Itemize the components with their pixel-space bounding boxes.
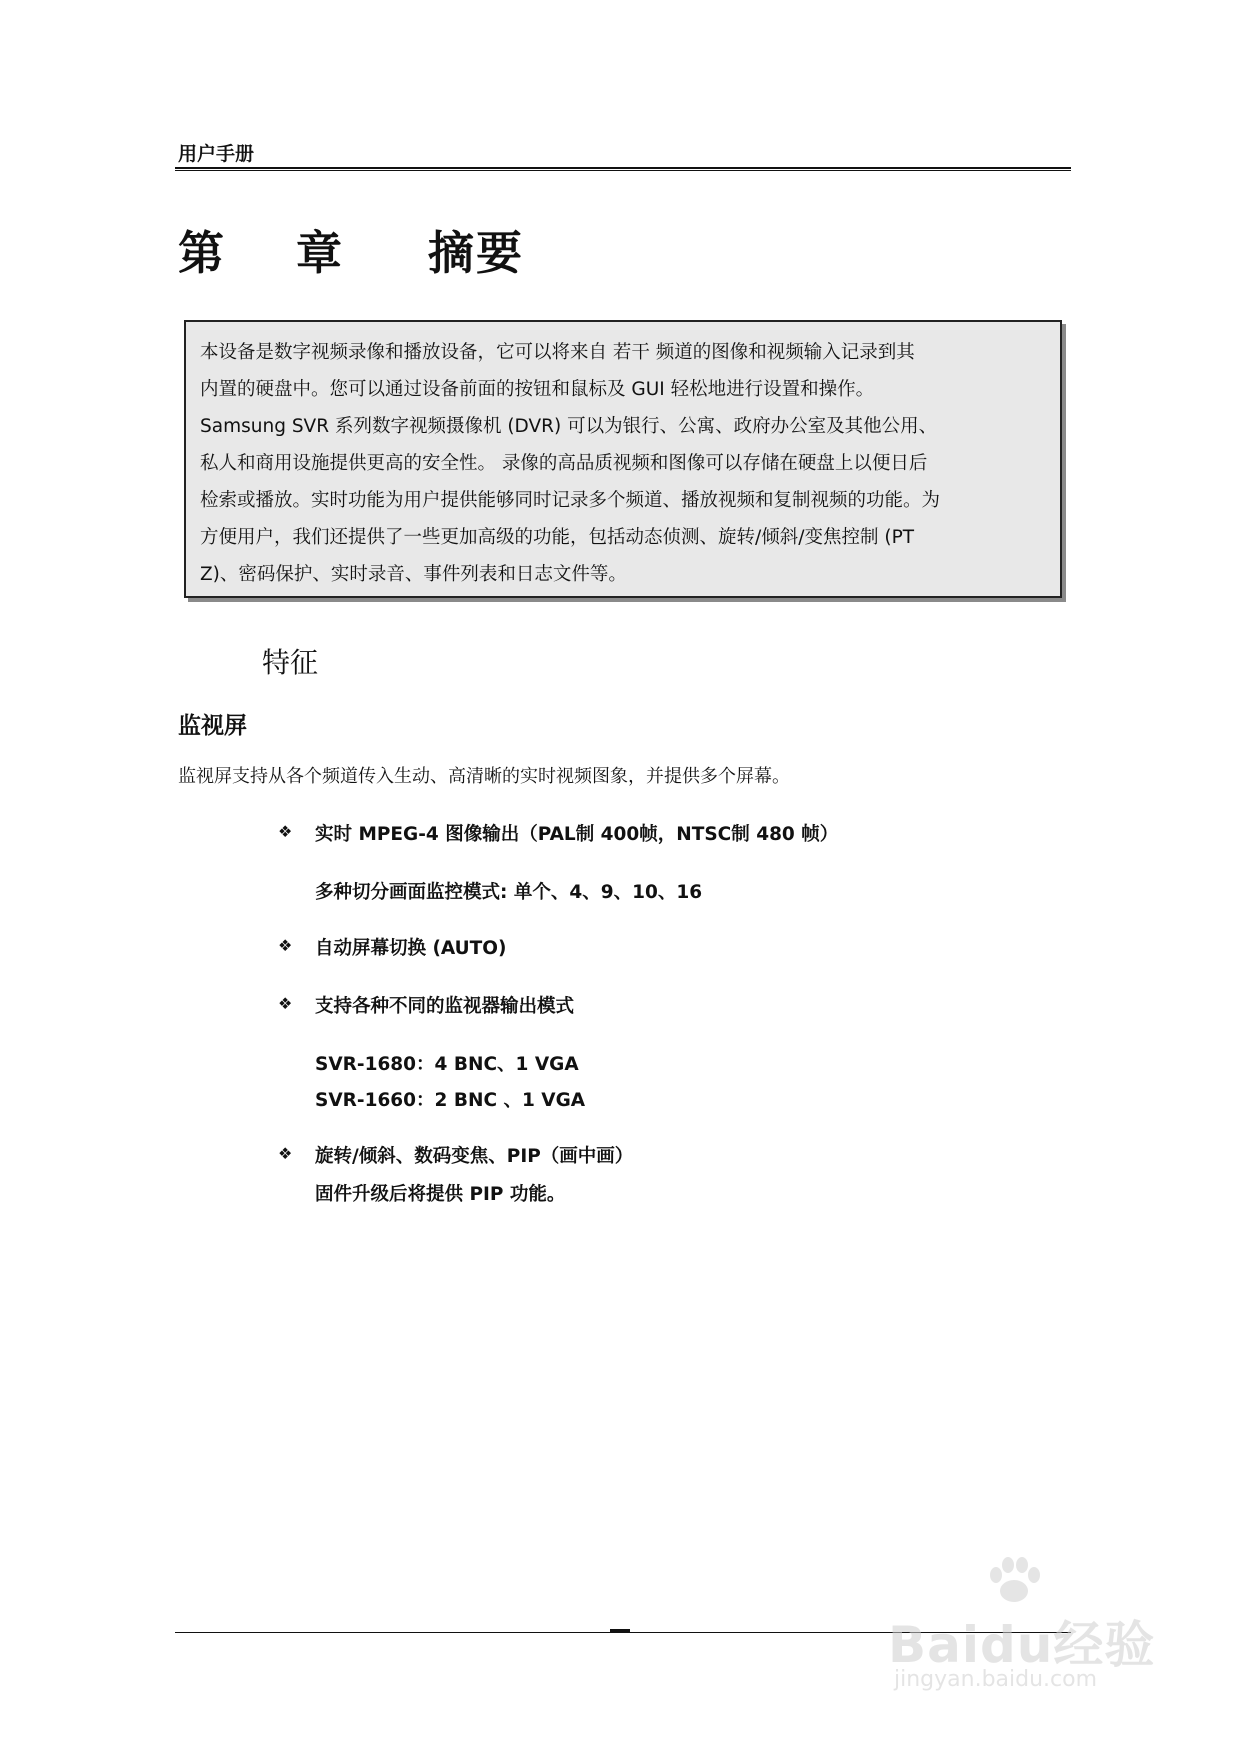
- feature-subitem-svr1680: SVR-1680：4 BNC、1 VGA: [315, 1054, 579, 1075]
- bullet-diamond-icon: ❖: [278, 936, 293, 955]
- header-title: 用户手册: [178, 143, 255, 165]
- summary-line: 方便用户，我们还提供了一些更加高级的功能，包括动态侦测、旋转/倾斜/变焦控制 (PT: [200, 527, 915, 548]
- section-title: 特征: [262, 646, 319, 679]
- feature-subitem-pip-firmware: 固件升级后将提供 PIP 功能。: [315, 1184, 566, 1205]
- chapter-label-part2: 章: [296, 226, 344, 280]
- summary-box: [184, 320, 1062, 598]
- feature-item-auto-switch: 自动屏幕切换 (AUTO): [315, 938, 507, 959]
- baidu-watermark: [888, 1555, 1188, 1695]
- monitor-intro: 监视屏支持从各个频道传入生动、高清晰的实时视频图象，并提供多个屏幕。: [178, 766, 790, 787]
- watermark-logo: Baidu经验: [888, 1616, 1156, 1674]
- summary-line: 内置的硬盘中。您可以通过设备前面的按钮和鼠标及 GUI 轻松地进行设置和操作。: [200, 379, 875, 400]
- chapter-label-part1: 第: [178, 226, 226, 280]
- feature-subitem-svr1660: SVR-1660：2 BNC 、1 VGA: [315, 1090, 586, 1111]
- chapter-title: 摘要: [428, 226, 524, 280]
- feature-item-ptz-pip: 旋转/倾斜、数码变焦、PIP（画中画）: [315, 1146, 634, 1167]
- page-number-mark: [610, 1629, 630, 1632]
- summary-line: Z)、密码保护、实时录音、事件列表和日志文件等。: [200, 564, 627, 585]
- feature-item-mpeg4: 实时 MPEG-4 图像输出（PAL制 400帧，NTSC制 480 帧）: [315, 824, 839, 845]
- feature-subitem-split-modes: 多种切分画面监控模式: 单个、4、9、10、16: [315, 882, 703, 903]
- bullet-diamond-icon: ❖: [278, 822, 293, 841]
- summary-line: 本设备是数字视频录像和播放设备，它可以将来自 若干 频道的图像和视频输入记录到其: [200, 342, 915, 363]
- watermark-url: jingyan.baidu.com: [894, 1667, 1098, 1692]
- bullet-diamond-icon: ❖: [278, 994, 293, 1013]
- summary-line: 私人和商用设施提供更高的安全性。 录像的高品质视频和图像可以存储在硬盘上以便日后: [200, 453, 928, 474]
- summary-line: Samsung SVR 系列数字视频摄像机 (DVR) 可以为银行、公寓、政府办公室及其他公用、: [200, 416, 938, 437]
- header-rule: [175, 167, 1071, 171]
- monitor-heading: 监视屏: [178, 713, 247, 739]
- summary-line: 检索或播放。实时功能为用户提供能够同时记录多个频道、播放视频和复制视频的功能。为: [200, 490, 941, 511]
- bullet-diamond-icon: ❖: [278, 1144, 293, 1163]
- paw-icon: [984, 1555, 1044, 1607]
- feature-item-monitor-output: 支持各种不同的监视器输出模式: [315, 996, 575, 1017]
